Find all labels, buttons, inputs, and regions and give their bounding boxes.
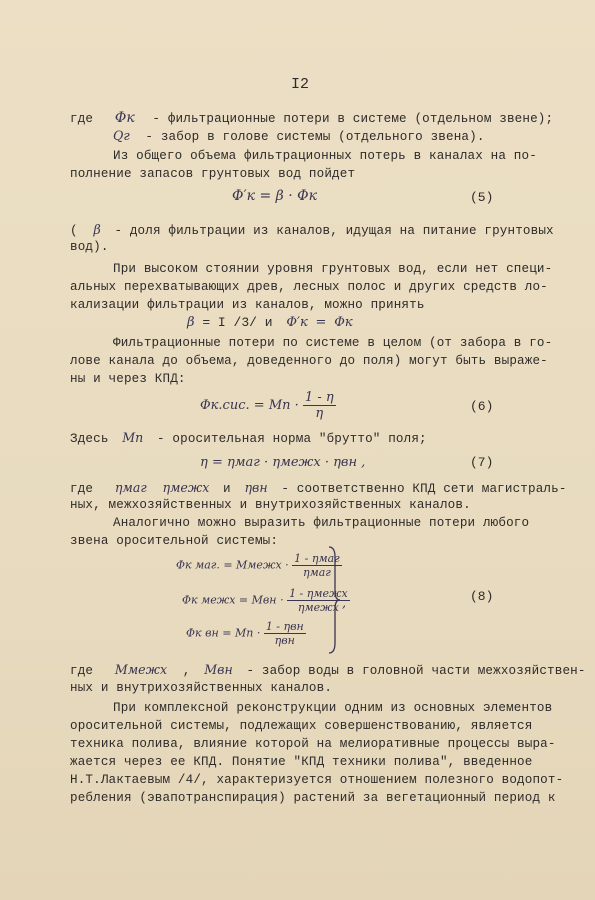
text-m-n-def: - оросительная норма "брутто" поля; (157, 432, 427, 446)
text-intake-def: - забор воды в головной части межхозяйствен- (246, 664, 586, 678)
word-gde-3: где (70, 664, 94, 678)
text-line-24: Н.Т.Лактаевым /4/, характеризуется отношением полезного водопот- (70, 773, 564, 787)
text-line-14 (70, 480, 567, 497)
symbol-m-vn: Мвн (204, 662, 233, 677)
text-line-7: При высоком стоянии уровня грунтовых вод, если нет специ- (113, 262, 553, 276)
f8-r3-bot: ηвн (274, 634, 295, 647)
f8-r3-lhs: Φк вн (186, 626, 219, 640)
text-line-12: ны и через КПД: (70, 372, 186, 386)
f6-eq: = (253, 398, 265, 413)
text-line-23: жается через ее КПД. Понятие "КПД техники полива", введенное (70, 755, 533, 769)
page-number: I2 (291, 76, 310, 93)
equation-number-8: (8) (470, 589, 494, 604)
f8-r2-bot: ηмежх (297, 601, 339, 614)
text-filtration-losses: - фильтрационные потери в системе (отдельном звене); (152, 112, 554, 126)
text-line-13 (70, 430, 555, 447)
text-beta-def: - доля фильтрации из каналов, идущая на питание грунтовых (114, 224, 554, 238)
word-gde-1: где (70, 112, 94, 126)
word-gde-2: где (70, 482, 94, 496)
text-line-20: При комплексной реконструкции одним из основных элементов (113, 701, 553, 715)
f8-r3-eq: = (222, 626, 232, 640)
open-paren: ( (70, 224, 78, 238)
f8-r2-dot: · (280, 593, 284, 607)
symbol-m-mezh: Ммежх (114, 662, 168, 677)
f6-lhs: Φк.сис. (200, 398, 250, 413)
f7-dot1: · (264, 455, 269, 470)
text-line-17: звена оросительной системы: (70, 534, 279, 548)
f6-fraction-bottom: η (315, 406, 324, 421)
f6-dot: · (294, 398, 299, 413)
f7-eq: = (211, 455, 223, 470)
symbol-eta-mezh: ηмежх (162, 480, 210, 495)
beta-phi: Φк (334, 315, 353, 330)
text-line-25: ребления (эвапотранспирация) растений за вегетационный период к (70, 791, 556, 805)
text-line-22: техника полива, влияние которой на мелиоративные процессы выра- (70, 737, 556, 751)
beta-phi-prime: Φ′к (286, 315, 308, 330)
formula-8-comma: , (342, 596, 347, 611)
formula-6 (200, 390, 336, 421)
f8-r1-bot: ηмаг (303, 566, 331, 579)
beta-value: = I /3/ и (202, 315, 273, 330)
f6-fraction-top: 1 - η (304, 390, 334, 405)
f7-eta: η (200, 455, 208, 470)
f8-r1-m: Ммежх (236, 558, 282, 572)
text-line-1 (70, 110, 555, 127)
f8-r2-eq: = (238, 593, 249, 607)
f8-r2-top: 1 - ηмежх (289, 587, 348, 600)
f8-r3-fraction (264, 620, 306, 647)
text-intake-head: - забор в голове системы (отдельного звена). (145, 130, 485, 144)
text-line-11: лове канала до объема, доведенного до поля) могут быть выраже- (70, 354, 548, 368)
f7-eta-mezh: ηмежх (272, 455, 321, 470)
f5-phi: Φк (297, 188, 317, 204)
f8-r1-top: 1 - ηмаг (294, 552, 340, 565)
f5-beta: β (275, 188, 284, 204)
f7-eta-mag: ηмаг (226, 455, 260, 470)
comma-sep: , (182, 664, 191, 678)
f8-r1-eq: = (223, 558, 233, 572)
f8-r1-dot: · (285, 558, 289, 572)
formula-7 (200, 455, 365, 470)
symbol-phi-k: Φк (114, 110, 135, 126)
formula-8-row-1 (176, 552, 342, 579)
f8-r3-dot: · (256, 626, 261, 640)
f7-eta-vn: ηвн (333, 455, 358, 470)
text-line-16: Аналогично можно выразить фильтрационные потери любого (113, 516, 530, 530)
symbol-eta-vn: ηвн (244, 480, 268, 495)
text-line-9: кализации фильтрации из каналов, можно принять (70, 298, 425, 312)
f5-eq: = (259, 188, 272, 204)
word-zdes: Здесь (70, 432, 109, 446)
text-line-8: альных перехватывающих древ, лесных полос и других средств ло- (70, 280, 548, 294)
f6-fraction (303, 390, 336, 421)
f8-r3-top: 1 - ηвн (265, 620, 304, 633)
formula-8-row-2 (182, 587, 350, 614)
equation-number-7: (7) (470, 455, 494, 470)
word-and: и (223, 482, 231, 496)
text-line-5 (70, 222, 555, 239)
f8-r2-m: Мвн (251, 593, 277, 607)
text-line-21: оросительной системы, подлежащих совершенствованию, является (70, 719, 533, 733)
beta-symbol: β (187, 315, 195, 330)
equation-number-5: (5) (470, 190, 494, 205)
f8-r1-lhs: Φк маг. (176, 558, 220, 572)
text-line-18 (70, 662, 586, 679)
text-line-10: Фильтрационные потери по системе в целом (от забора в го- (113, 336, 553, 350)
text-line-15: ных, межхозяйственных и внутрихозяйственных каналов. (70, 498, 471, 512)
equation-number-6: (6) (470, 399, 494, 414)
f5-lhs: Φ′к (232, 188, 256, 204)
formula-beta (187, 315, 353, 330)
formula-5 (232, 188, 317, 204)
formula-8-row-3 (186, 620, 306, 647)
text-line-19: ных и внутрихозяйственных каналов. (70, 681, 333, 695)
symbol-q-g: Qг (113, 128, 130, 143)
right-curly-brace (327, 545, 341, 655)
text-line-4: полнение запасов грунтовых вод пойдет (70, 167, 356, 181)
f5-dot: · (288, 188, 293, 204)
f7-dot2: · (324, 455, 329, 470)
f8-r3-m: Мп (234, 626, 254, 640)
text-line-6: вод). (70, 240, 109, 254)
beta-eq-sign: = (315, 315, 327, 330)
f8-r2-lhs: Φк межх (182, 593, 236, 607)
f6-mn: Мп (268, 398, 291, 413)
text-kpd-def: - соответственно КПД сети магистраль- (281, 482, 567, 496)
f7-comma: , (361, 455, 366, 470)
symbol-eta-mag: ηмаг (114, 480, 147, 495)
symbol-m-n: Мп (122, 430, 144, 445)
text-line-3: Из общего объема фильтрационных потерь в каналах на по- (113, 149, 537, 163)
symbol-beta: β (93, 222, 101, 237)
text-line-2 (113, 128, 555, 145)
